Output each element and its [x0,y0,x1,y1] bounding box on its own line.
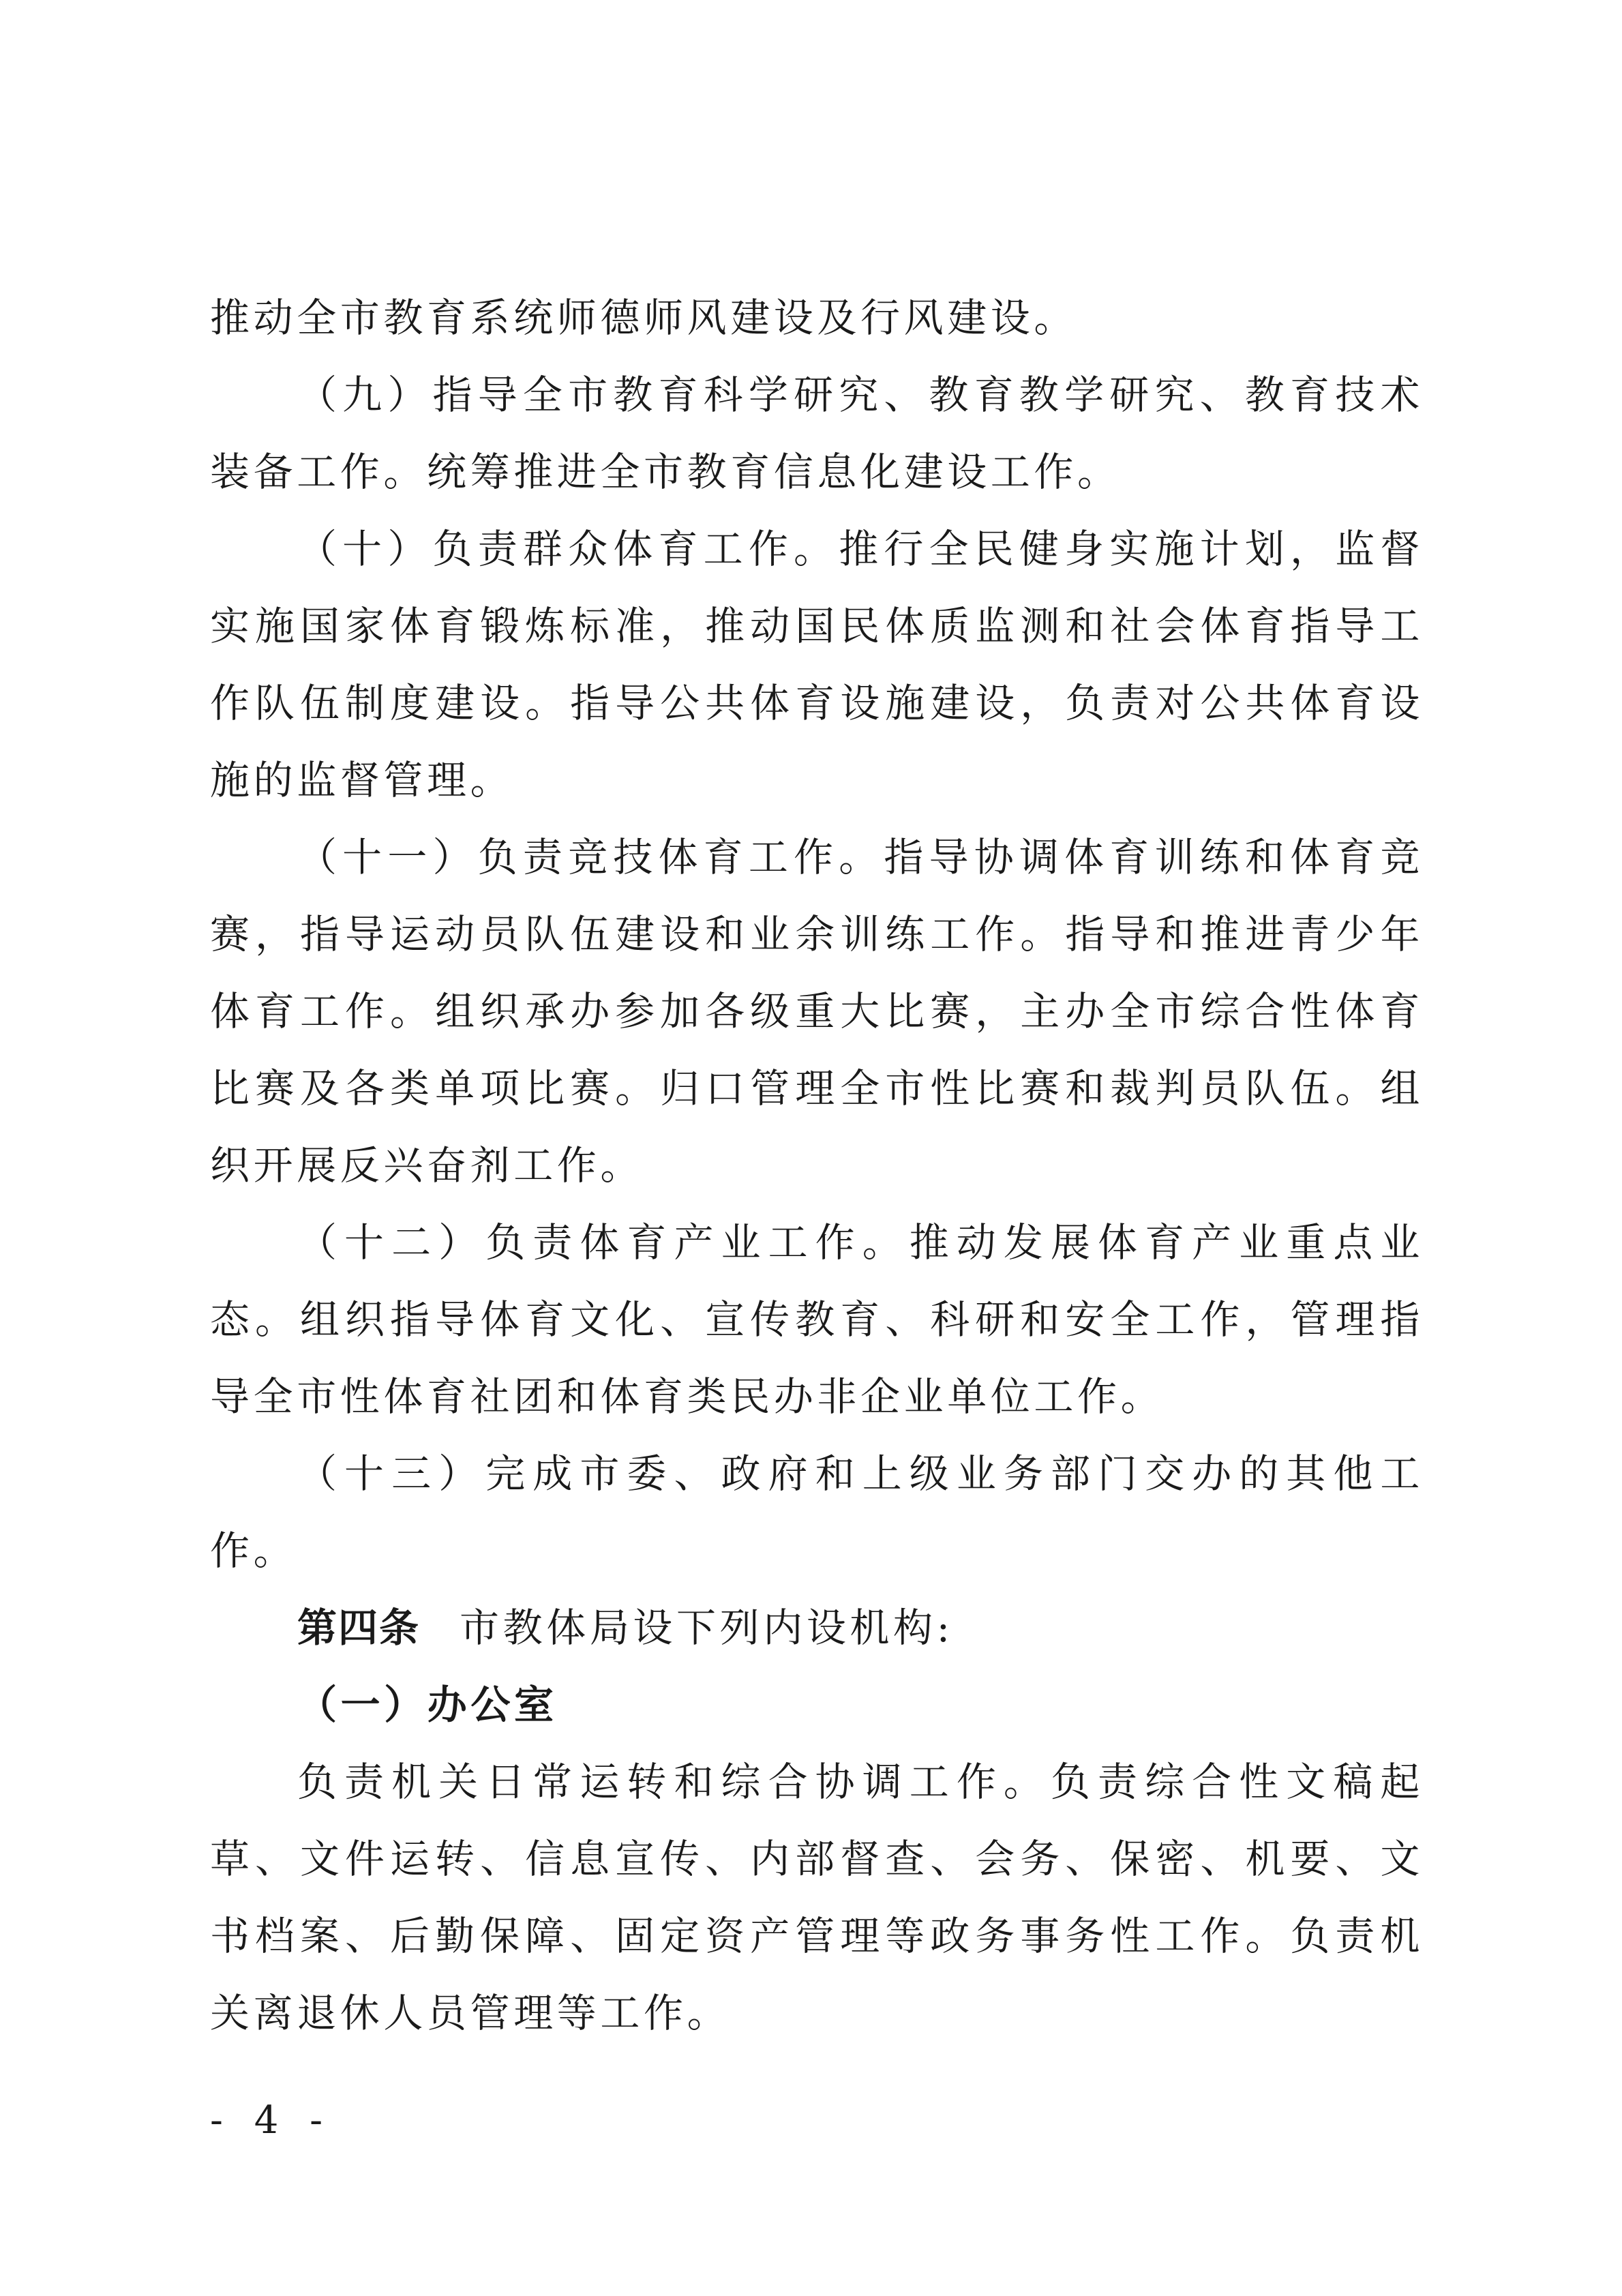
article-text: 市教体局设下列内设机构: [460,1605,954,1651]
paragraph-item-11: （十一）负责竞技体育工作。指导协调体育训练和体育竞赛，指导运动员队伍建设和业余训练工作。指导和推进青少年体育工作。组织承办参加各级重大比赛，主办全市综合性体育比赛及各类单项比赛。归口管理全市性比赛和裁判员队伍。组织开展反兴奋剂工作。 [210,834,1424,1189]
paragraph-office-duties: 负责机关日常运转和综合协调工作。负责综合性文稿起草、文件运转、信息宣传、内部督查、会务、保密、机要、文书档案、后勤保障、固定资产管理等政务事务性工作。负责机关离退休人员管理等工作。 [210,1759,1424,2036]
paragraph-item-12: （十二）负责体育产业工作。推动发展体育产业重点业态。组织指导体育文化、宣传教育、科研和安全工作，管理指导全市性体育社团和体育类民办非企业单位工作。 [210,1219,1424,1420]
article-four-line [210,1590,1424,1667]
page-number: - 4 - [210,2098,333,2143]
paragraph-item-13: （十三）完成市委、政府和上级业务部门交办的其他工作。 [210,1450,1424,1574]
body-text [210,280,1424,2052]
section-title-office: （一）办公室 [297,1682,558,1728]
paragraph-continuation: 推动全市教育系统师德师风建设及行风建设。 [210,295,1078,341]
paragraph-item-9: （九）指导全市教育科学研究、教育教学研究、教育技术装备工作。统筹推进全市教育信息化建设工作。 [210,372,1424,495]
paragraph-item-10: （十）负责群众体育工作。推行全民健身实施计划，监督实施国家体育锻炼标准，推动国民体质监测和社会体育指导工作队伍制度建设。指导公共体育设施建设，负责对公共体育设施的监督管理。 [210,526,1424,803]
article-label: 第四条 [297,1605,421,1651]
